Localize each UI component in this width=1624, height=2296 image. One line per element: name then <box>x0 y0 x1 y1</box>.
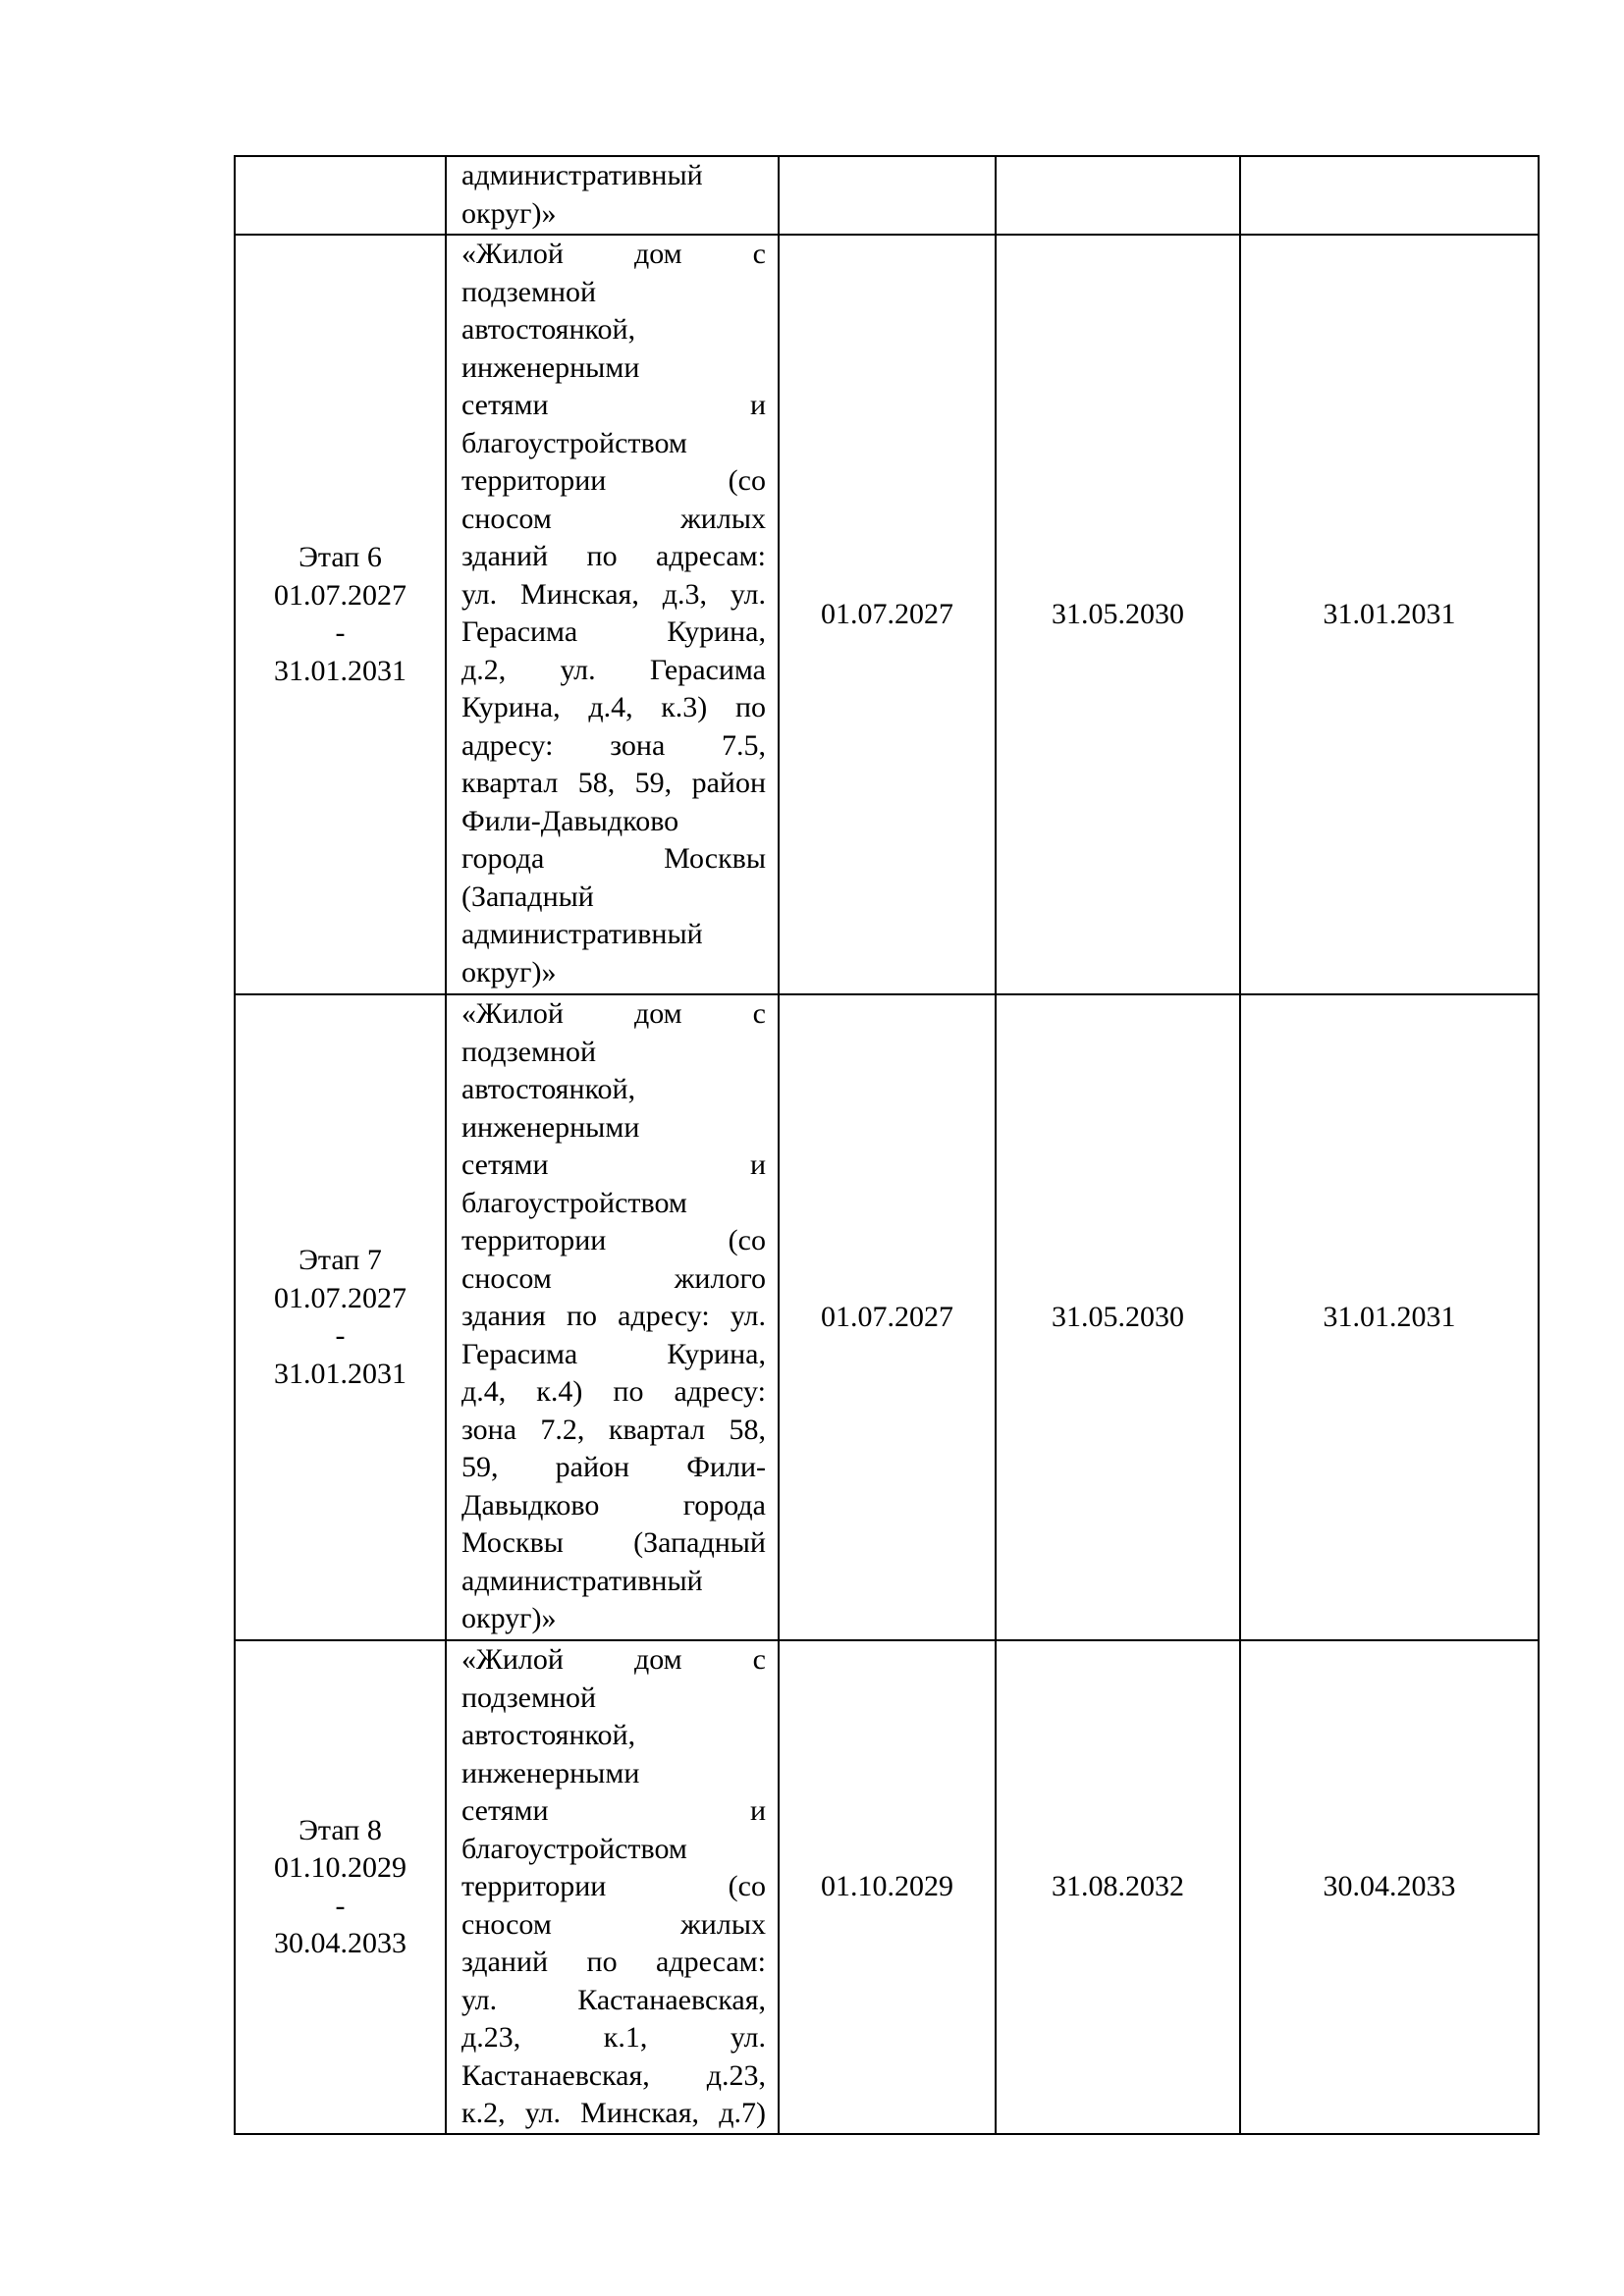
description-line: инженерными <box>461 1110 640 1144</box>
description-line: «Жилой дом с <box>461 997 766 1030</box>
description-line: благоустройством <box>461 1832 687 1865</box>
description-line: автостоянкой, <box>461 1719 636 1751</box>
description-line: 59, район Фили- <box>461 1451 766 1483</box>
description-line: территории (со <box>461 464 766 497</box>
table-row <box>235 235 1539 994</box>
description-line: подземной <box>461 1681 597 1714</box>
construction-end-date-cell: 31.05.2030 <box>996 994 1240 1640</box>
description-line: д.2, ул. Герасима <box>461 653 766 686</box>
description-line: административный <box>461 918 703 950</box>
description-line: зданий по адресам: <box>461 540 766 572</box>
stage-cell <box>235 1640 446 2134</box>
stage-label-line: Этап 8 <box>298 1813 382 1846</box>
table-row <box>235 994 1539 1640</box>
description-line: инженерными <box>461 350 640 384</box>
description-cell <box>446 1640 779 2134</box>
stage-label-line: 31.01.2031 <box>274 654 406 687</box>
stage-label-line: 01.10.2029 <box>274 1851 406 1884</box>
description-line: округ)» <box>461 955 557 988</box>
description-cell <box>446 156 779 235</box>
description-line: сетями и <box>461 1148 766 1181</box>
stage-label-line: - <box>335 1319 346 1352</box>
start-date-cell: 01.07.2027 <box>779 994 996 1640</box>
description-line: Давыдково города <box>461 1488 766 1522</box>
description-line: подземной <box>461 1035 597 1068</box>
stage-cell <box>235 235 446 994</box>
stage-label-line: 01.07.2027 <box>274 578 406 612</box>
description-line: округ)» <box>461 1602 557 1634</box>
description-cell <box>446 994 779 1640</box>
stage-label-line: - <box>335 616 346 649</box>
description-line: территории (со <box>461 1870 766 1902</box>
construction-end-date-cell: 31.05.2030 <box>996 235 1240 994</box>
stage-label-line: 30.04.2033 <box>274 1927 406 1959</box>
stage-label-line: Этап 7 <box>298 1244 382 1276</box>
description-line: «Жилой дом с <box>461 238 766 270</box>
end-date-cell <box>1240 156 1539 235</box>
stages-table <box>234 155 1540 2135</box>
description-line: сносом жилых <box>461 502 766 535</box>
description-line: города Москвы <box>461 842 766 875</box>
description-line: автостоянкой, <box>461 1073 636 1105</box>
end-date-cell: 30.04.2033 <box>1240 1640 1539 2134</box>
description-line: Герасима Курина, <box>461 1337 766 1370</box>
description-line: благоустройством <box>461 1186 687 1219</box>
table-row <box>235 156 1539 235</box>
stages-table-body <box>235 156 1539 2134</box>
description-line: сетями и <box>461 389 766 421</box>
description-line: зданий по адресам: <box>461 1946 766 1978</box>
table-row <box>235 1640 1539 2134</box>
description-line: ул. Минская, д.3, ул. <box>461 577 766 611</box>
description-line: Москвы (Западный <box>461 1526 766 1559</box>
description-line: территории (со <box>461 1224 766 1256</box>
description-line: ул. Кастанаевская, <box>461 1983 766 2016</box>
description-line: «Жилой дом с <box>461 1643 766 1676</box>
stage-label-line: - <box>335 1889 346 1922</box>
start-date-cell: 01.07.2027 <box>779 235 996 994</box>
description-cell <box>446 235 779 994</box>
construction-end-date-cell: 31.08.2032 <box>996 1640 1240 2134</box>
description-line: Герасима Курина, <box>461 615 766 648</box>
description-line: адресу: зона 7.5, <box>461 728 766 762</box>
start-date-cell: 01.10.2029 <box>779 1640 996 2134</box>
description-line: д.4, к.4) по адресу: <box>461 1375 766 1408</box>
description-line: округ)» <box>461 196 557 230</box>
end-date-cell: 31.01.2031 <box>1240 235 1539 994</box>
description-line: Кастанаевская, д.23, <box>461 2058 766 2092</box>
description-line: сносом жилого <box>461 1261 766 1295</box>
description-line: зона 7.2, квартал 58, <box>461 1413 766 1446</box>
stage-label-line: 01.07.2027 <box>274 1281 406 1314</box>
description-line: автостоянкой, <box>461 313 636 346</box>
description-line: благоустройством <box>461 426 687 459</box>
description-line: Фили-Давыдково <box>461 804 679 837</box>
construction-end-date-cell <box>996 156 1240 235</box>
description-line: сносом жилых <box>461 1907 766 1941</box>
end-date-cell: 31.01.2031 <box>1240 994 1539 1640</box>
description-line: д.23, к.1, ул. <box>461 2021 766 2054</box>
start-date-cell <box>779 156 996 235</box>
description-line: инженерными <box>461 1756 640 1789</box>
stage-cell <box>235 994 446 1640</box>
description-line: административный <box>461 159 703 191</box>
stage-label-line: 31.01.2031 <box>274 1357 406 1390</box>
description-line: административный <box>461 1564 703 1597</box>
description-line: квартал 58, 59, район <box>461 767 766 799</box>
description-line: (Западный <box>461 880 594 913</box>
stage-cell <box>235 156 446 235</box>
description-line: здания по адресу: ул. <box>461 1300 766 1332</box>
description-line: сетями и <box>461 1794 766 1827</box>
description-line: Курина, д.4, к.3) по <box>461 691 766 723</box>
description-line: подземной <box>461 275 597 308</box>
description-line: к.2, ул. Минская, д.7) <box>461 2097 766 2129</box>
stage-label-line: Этап 6 <box>298 541 382 573</box>
